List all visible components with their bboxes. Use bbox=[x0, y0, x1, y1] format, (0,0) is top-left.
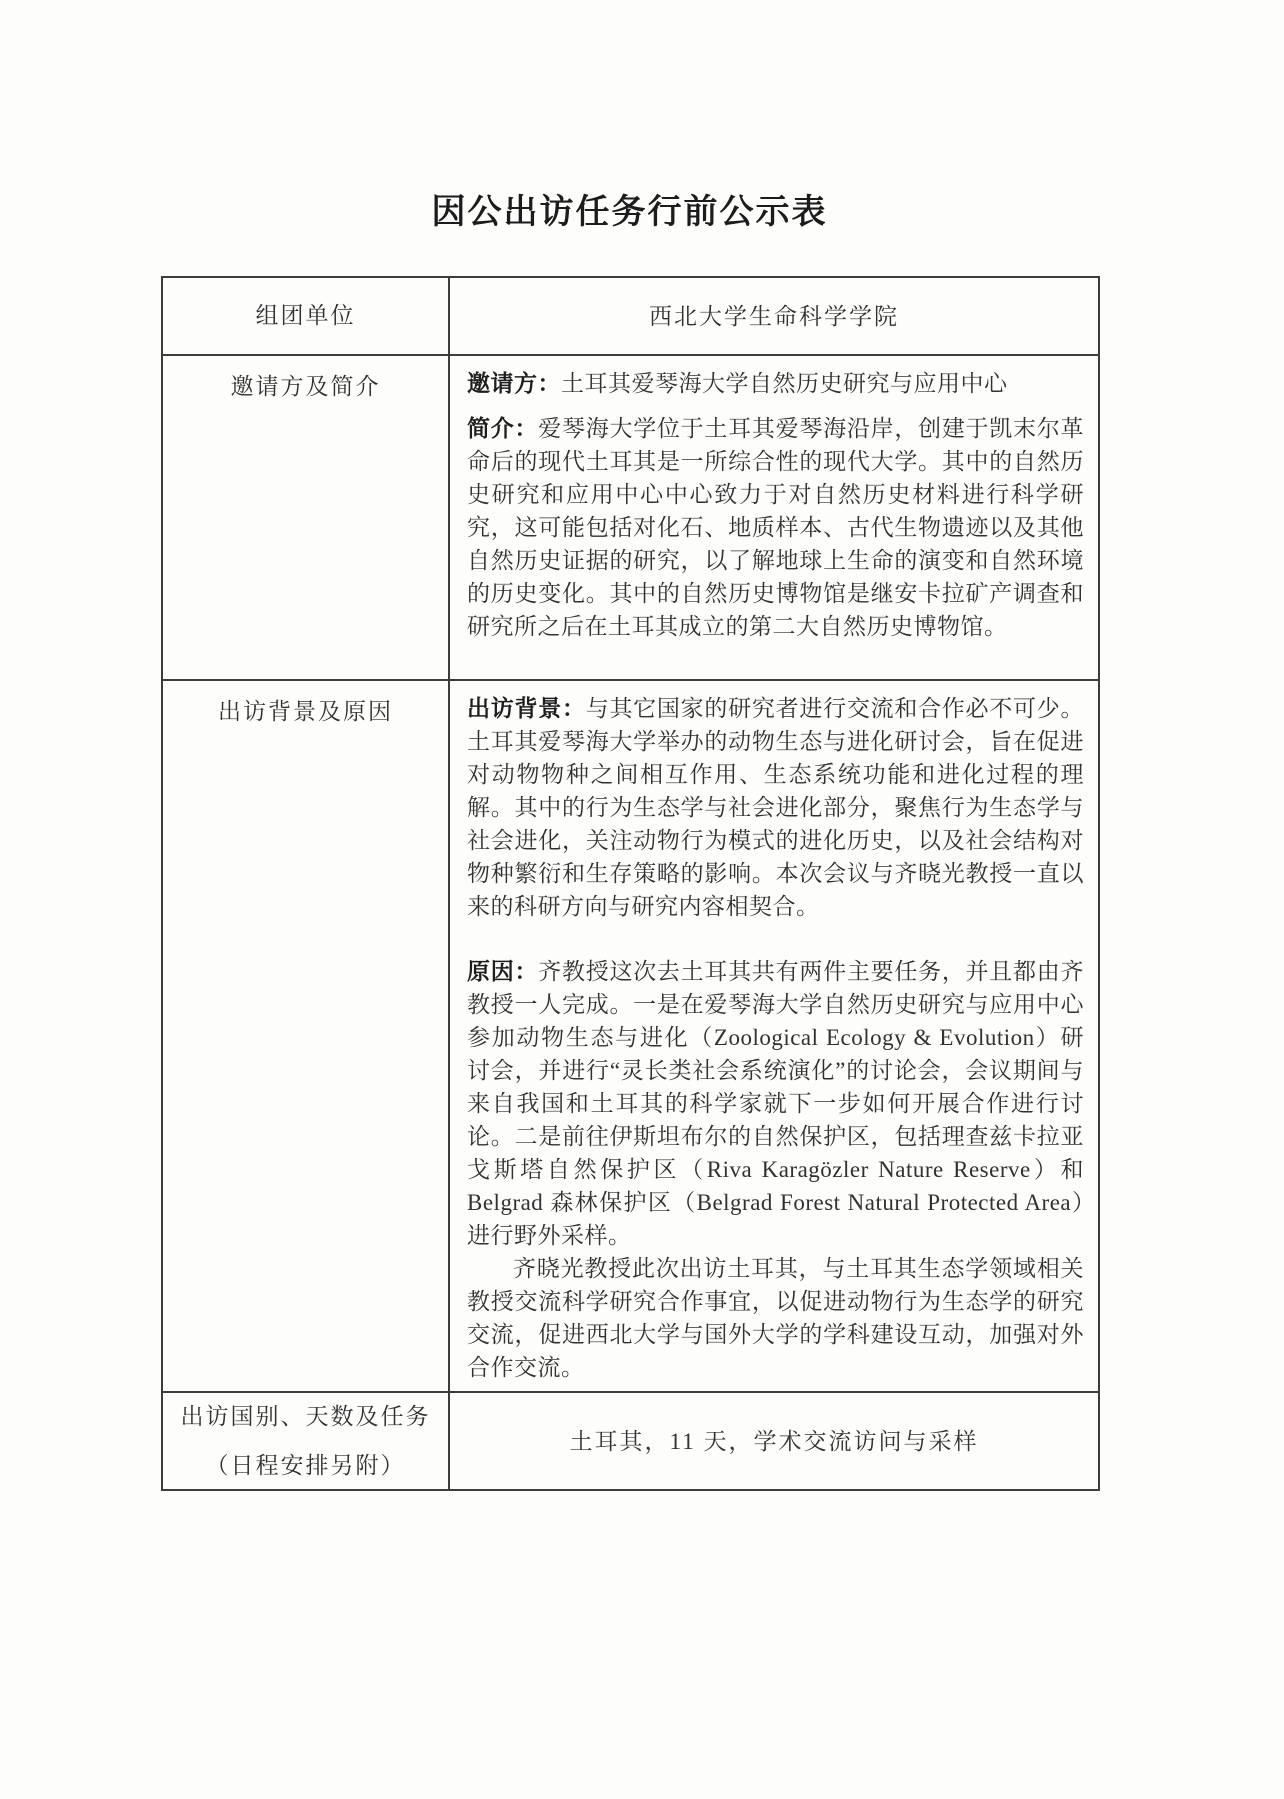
trip-label-line1: 出访国别、天数及任务 bbox=[180, 1403, 431, 1429]
paragraph-inviter bbox=[467, 367, 1084, 400]
inviter-value-cell bbox=[449, 355, 1099, 680]
table-row-background bbox=[162, 680, 1099, 1392]
paragraph-label: 出访背景： bbox=[467, 696, 586, 721]
paragraph-text: 爱琴海大学位于土耳其爱琴海沿岸，创建于凯末尔革命后的现代土耳其是一所综合性的现代大学。其中的自然历史研究和应用中心中心致力于对自然历史材料进行科学研究，这可能包括对化石、地质样本、古代生物遗迹以及其他自然历史证据的研究，以了解地球上生命的演变和自然环境的历史变化。其中的自然历史博物馆是继安卡拉矿产调查和研究所之后在土耳其成立的第二大自然历史博物馆。 bbox=[467, 416, 1085, 639]
trip-label bbox=[164, 1400, 447, 1482]
paragraph-text: 与其它国家的研究者进行交流和合作必不可少。土耳其爱琴海大学举办的动物生态与进化研讨会，旨在促进对动物物种之间相互作用、生态系统功能和进化过程的理解。其中的行为生态学与社会进化部分，聚焦行为生态学与社会进化，关注动物行为模式的进化历史，以及社会结构对物种繁衍和生存策略的影响。本次会议与齐晓光教授一直以来的科研方向与研究内容相契合。 bbox=[467, 696, 1085, 919]
table-row-trip bbox=[162, 1392, 1099, 1490]
paragraph-label: 邀请方： bbox=[467, 371, 561, 396]
inviter-label: 邀请方及简介 bbox=[162, 355, 449, 680]
paragraph-text: 齐教授这次去土耳其共有两件主要任务，并且都由齐教授一人完成。一是在爱琴海大学自然历史研究与应用中心参加动物生态与进化（Zoological Ecology & Evolution）研讨会，并进行“灵长类社会系统演化”的讨论会，会议期间与来自我国和土耳其的科学家就下一步如何开展合作进行讨论。二是前往伊斯坦布尔的自然保护区，包括理查兹卡拉亚戈斯塔自然保护区（Riva Karagözler Nature Reserve）和 Belgrad 森林保护区（Belgrad Forest Natural Protected Area）进行野外采样。 bbox=[467, 959, 1085, 1248]
paragraph-label: 简介： bbox=[467, 416, 539, 441]
paragraph-text: 齐晓光教授此次出访土耳其，与土耳其生态学领域相关教授交流科学研究合作事宜，以促进动物行为生态学的研究交流，促进西北大学与国外大学的学科建设互动，加强对外合作交流。 bbox=[467, 1256, 1084, 1380]
group-unit-label: 组团单位 bbox=[162, 277, 449, 355]
table-row-inviter bbox=[162, 355, 1099, 680]
trip-value: 土耳其，11 天，学术交流访问与采样 bbox=[449, 1392, 1099, 1490]
paragraph-reason bbox=[467, 955, 1084, 1252]
page-title: 因公出访任务行前公示表 bbox=[431, 194, 828, 231]
paragraph-background bbox=[467, 692, 1084, 923]
trip-label-cell bbox=[162, 1392, 449, 1490]
notice-table bbox=[161, 276, 1100, 1491]
paragraph-label: 原因： bbox=[467, 959, 539, 984]
background-value-cell bbox=[449, 680, 1099, 1392]
trip-label-line2: （日程安排另附） bbox=[205, 1452, 406, 1478]
table-row-group-unit bbox=[162, 277, 1099, 355]
paragraph-intro bbox=[467, 412, 1084, 643]
paragraph-text: 土耳其爱琴海大学自然历史研究与应用中心 bbox=[561, 371, 1008, 396]
group-unit-value: 西北大学生命科学学院 bbox=[449, 277, 1099, 355]
background-label: 出访背景及原因 bbox=[162, 680, 449, 1392]
paragraph-closing bbox=[467, 1252, 1084, 1384]
